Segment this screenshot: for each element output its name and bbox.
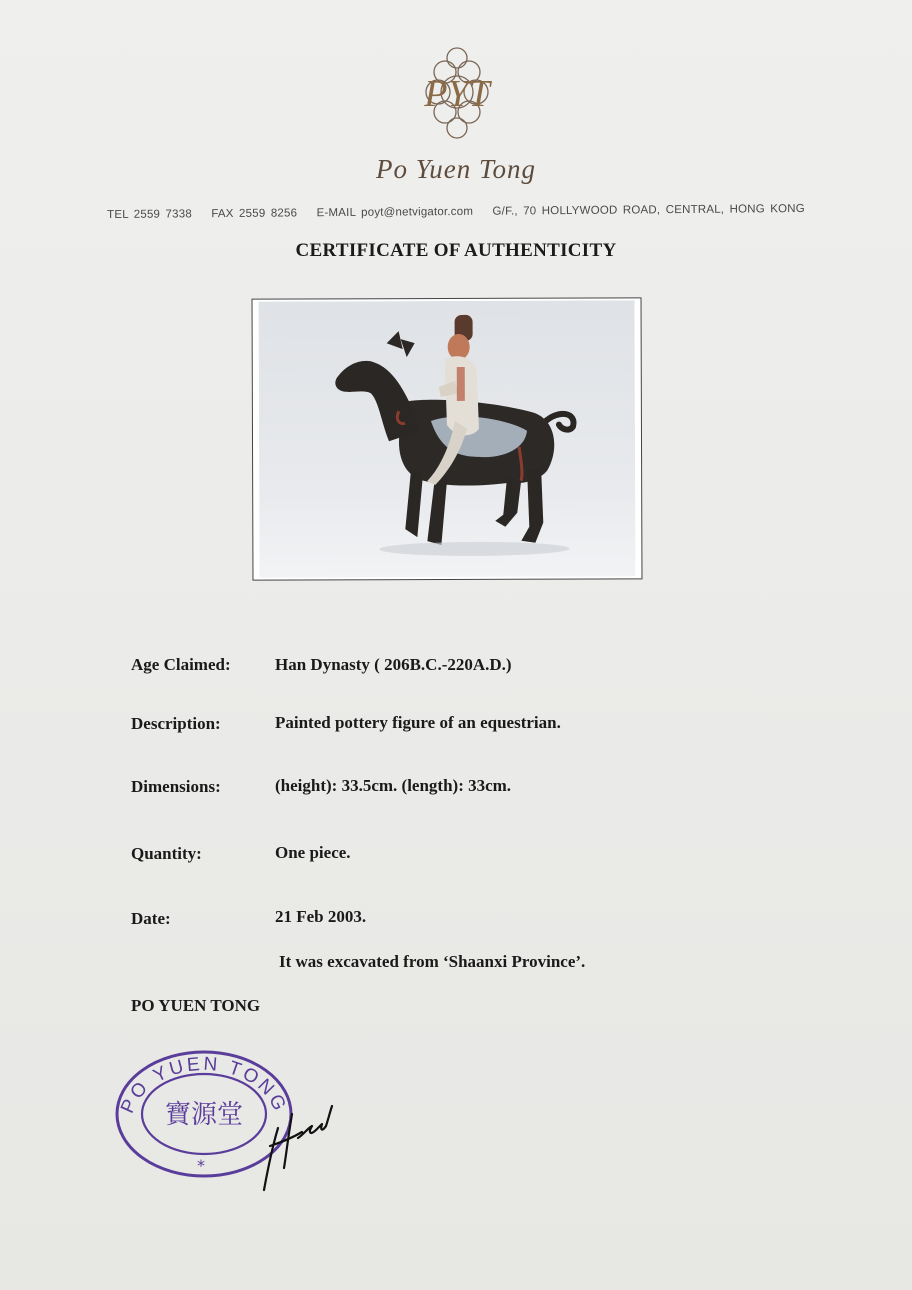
dimensions-label: Dimensions: — [131, 777, 221, 796]
po-yuen-tong-logo — [416, 44, 498, 144]
contact-line — [0, 202, 912, 222]
figurine-photo — [252, 297, 643, 580]
brand-name: Po Yuen Tong — [375, 154, 537, 184]
svg-text:PYT: PYT — [424, 73, 490, 115]
email-address: E-MAIL poyt@netvigator.com — [316, 205, 474, 220]
age-claimed-value: Han Dynasty ( 206B.C.-220A.D.) — [275, 655, 512, 674]
svg-text:寶源堂: 寶源堂 — [164, 1100, 244, 1130]
dimensions-value: (height): 33.5cm. (length): 33cm. — [275, 776, 512, 795]
svg-text:*: * — [197, 1156, 205, 1175]
quantity-value: One piece. — [275, 843, 351, 862]
date-value: 21 Feb 2003. — [275, 907, 367, 926]
excavation-note: It was excavated from ‘Shaanxi Province’. — [279, 952, 586, 971]
age-claimed-label: Age Claimed: — [131, 655, 231, 674]
signatory-name: PO YUEN TONG — [131, 996, 261, 1015]
handwritten-signature — [258, 1098, 334, 1192]
certificate-title: CERTIFICATE OF AUTHENTICITY — [295, 240, 617, 261]
description-value: Painted pottery figure of an equestrian. — [275, 713, 561, 732]
street-address: G/F., 70 HOLLYWOOD ROAD, CENTRAL, HONG KONG — [492, 202, 805, 218]
description-label: Description: — [131, 714, 221, 733]
horse-rider-image — [259, 300, 636, 577]
svg-text:PO YUEN TONG: PO YUEN TONG — [117, 1053, 291, 1117]
phone-number: TEL 2559 7338 — [107, 208, 192, 222]
quantity-label: Quantity: — [131, 844, 202, 863]
date-label: Date: — [131, 909, 171, 928]
fax-number: FAX 2559 8256 — [211, 207, 298, 221]
